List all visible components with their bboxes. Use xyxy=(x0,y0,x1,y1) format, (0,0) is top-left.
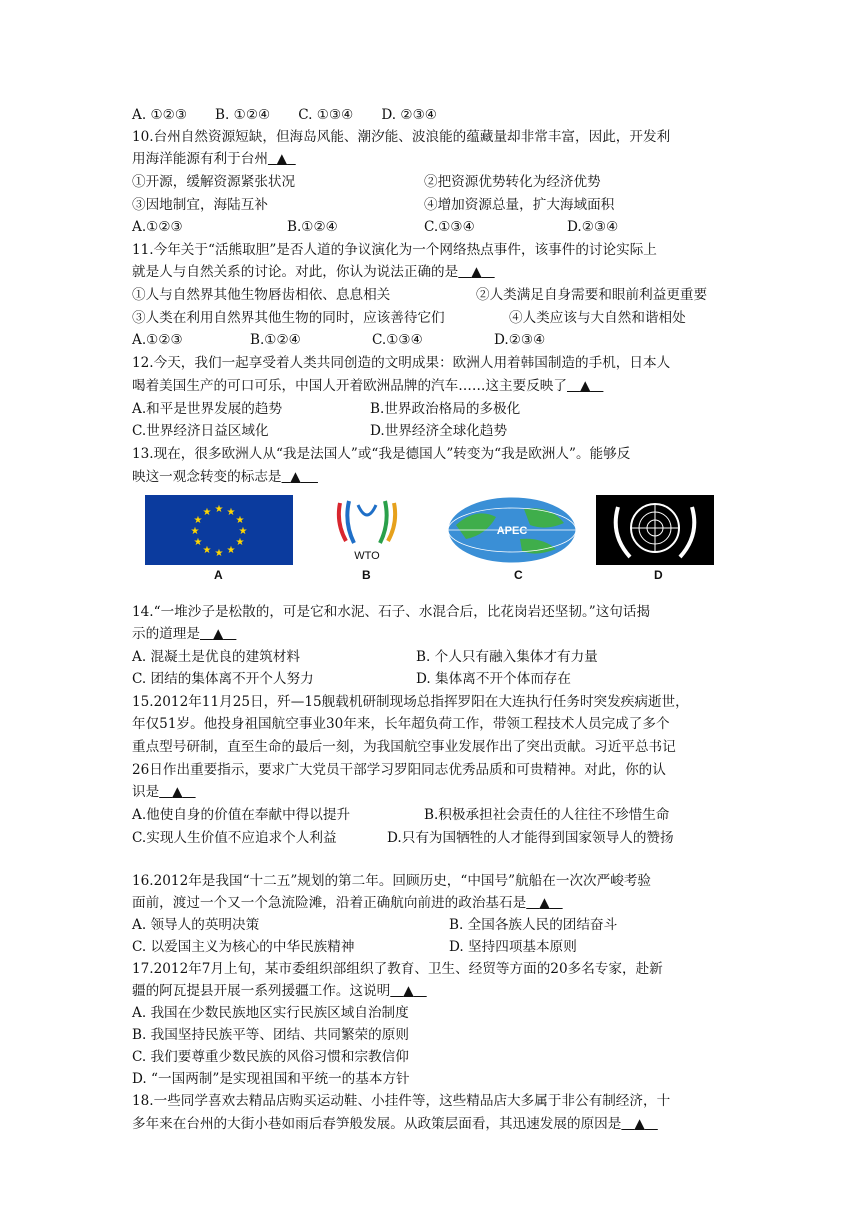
q16-option-d: D. 坚持四项基本原则 xyxy=(449,939,577,955)
q16-option-b: B. 全国各族人民的团结奋斗 xyxy=(449,917,618,933)
q9-option-b: B. ①②④ xyxy=(215,107,271,123)
wto-text: WTO xyxy=(354,550,380,562)
q17-option-d: D. “一国两制”是实现祖国和平统一的基本方针 xyxy=(132,1071,410,1087)
q17-stem-line2: 疆的阿瓦提县开展一系列援疆工作。这说明 ▲ xyxy=(132,983,414,999)
logo-label-b: B xyxy=(362,568,371,582)
q11-option-d: D.②③④ xyxy=(494,332,546,348)
svg-text:★: ★ xyxy=(193,537,203,548)
q15-stem-line5: 识是 ▲ xyxy=(132,784,183,800)
q10-statement-3: ③因地制宜，海陆互补 xyxy=(132,197,268,213)
q15-option-b: B.积极承担社会责任的人往往不珍惜生命 xyxy=(424,807,670,823)
answer-blank: ▲ xyxy=(539,895,550,911)
svg-text:★: ★ xyxy=(226,507,236,518)
q15-option-c: C.实现人生价值不应追求个人利益 xyxy=(132,830,337,846)
q10-statement-2: ②把资源优势转化为经济优势 xyxy=(424,174,601,190)
q16-option-a: A. 领导人的英明决策 xyxy=(132,917,260,933)
q12-option-d: D.世界经济全球化趋势 xyxy=(370,423,508,439)
svg-text:★: ★ xyxy=(235,537,245,548)
q14-stem-line1: 14.“一堆沙子是松散的，可是它和水泥、石子、水混合后，比花岗岩还坚韧。”这句话揭 xyxy=(132,604,651,620)
q11-statement-1: ①人与自然界其他生物唇齿相依、息息相关 xyxy=(132,287,391,303)
q14-stem-line2: 示的道理是 ▲ xyxy=(132,626,224,642)
answer-blank: ▲ xyxy=(579,378,591,394)
un-emblem xyxy=(596,495,714,565)
q14-option-c: C. 团结的集体离不开个人努力 xyxy=(132,671,314,687)
q10-statement-4: ④增加资源总量，扩大海域面积 xyxy=(424,197,615,213)
q12-option-c: C.世界经济日益区域化 xyxy=(132,423,269,439)
q17-option-b: B. 我国坚持民族平等、团结、共同繁荣的原则 xyxy=(132,1027,409,1043)
q11-option-b: B.①②④ xyxy=(250,332,301,348)
q11-statement-3: ③人类在利用自然界其他生物的同时，应该善待它们 xyxy=(132,310,445,326)
q11-stem-line1: 11.今年关于“活熊取胆”是否人道的争议演化为一个网络热点事件，该事件的讨论实际上 xyxy=(132,242,657,258)
q10-stem-line1: 10.台州自然资源短缺，但海岛风能、潮汐能、波浪能的蕴藏量却非常丰富，因此，开发利 xyxy=(132,129,671,145)
answer-blank: ▲ xyxy=(471,264,482,280)
q9-option-c: C. ①③④ xyxy=(298,107,354,123)
answer-blank: ▲ xyxy=(634,1116,645,1132)
q11-statement-4: ④人类应该与大自然和谐相处 xyxy=(509,310,686,326)
q15-stem-line3: 重点型号研制，直至生命的最后一刻，为我国航空事业发展作出了突出贡献。习近平总书记 xyxy=(132,739,676,755)
q12-stem-line2: 喝着美国生产的可口可乐，中国人开着欧洲品牌的汽车……这主要反映了 ▲ xyxy=(132,378,591,394)
svg-text:★: ★ xyxy=(214,504,224,515)
svg-text:★: ★ xyxy=(190,526,200,537)
q9-option-a: A. ①②③ xyxy=(132,107,188,123)
answer-blank: ▲ xyxy=(212,626,224,642)
wto-logo xyxy=(322,495,412,565)
answer-blank: ▲ xyxy=(403,983,414,999)
q10-stem-line2: 用海洋能源有利于台州 ▲ xyxy=(132,151,288,167)
q10-option-b: B.①②④ xyxy=(287,219,338,235)
q18-stem-line1: 18.一些同学喜欢去精品店购买运动鞋、小挂件等，这些精品店大多属于非公有制经济，十 xyxy=(132,1093,671,1109)
q10-statement-1: ①开源，缓解资源紧张状况 xyxy=(132,174,296,190)
q17-option-a: A. 我国在少数民族地区实行民族区域自治制度 xyxy=(132,1005,409,1021)
answer-blank: ▲ xyxy=(290,469,301,485)
q15-stem-line1: 15.2012年11月25日，歼—15舰载机研制现场总指挥罗阳在大连执行任务时突发疾病逝世， xyxy=(132,694,689,710)
logo-label-a: A xyxy=(214,568,223,582)
q16-stem-line1: 16.2012年是我国“十二五”规划的第二年。回顾历史，“中国号”航船在一次次严峻考验 xyxy=(132,873,652,889)
q10-option-c: C.①③④ xyxy=(424,219,475,235)
answer-blank: ▲ xyxy=(172,784,183,800)
logo-label-d: D xyxy=(654,568,663,582)
q17-stem-line1: 17.2012年7月上旬，某市委组织部组织了教育、卫生、经贸等方面的20多名专家，赴新 xyxy=(132,961,663,977)
q10-option-a: A.①②③ xyxy=(132,219,183,235)
svg-text:★: ★ xyxy=(202,545,212,556)
q16-stem-line2: 面前，渡过一个又一个急流险滩，沿着正确航向前进的政治基石是 ▲ xyxy=(132,895,550,911)
answer-blank: ▲ xyxy=(276,151,288,167)
logo-label-c: C xyxy=(514,568,523,582)
q14-option-a: A. 混凝土是优良的建筑材料 xyxy=(132,649,300,665)
svg-text:★: ★ xyxy=(202,507,212,518)
apec-logo xyxy=(446,495,578,565)
q15-option-d: D.只有为国牺牲的人才能得到国家领导人的赞扬 xyxy=(387,830,674,846)
q12-stem-line1: 12.今天，我们一起享受着人类共同创造的文明成果：欧洲人用着韩国制造的手机，日本人 xyxy=(132,355,671,371)
q11-statement-2: ②人类满足自身需要和眼前利益更重要 xyxy=(476,287,708,303)
q11-option-c: C.①③④ xyxy=(372,332,423,348)
eu-flag-image xyxy=(145,495,293,565)
q15-option-a: A.他使自身的价值在奉献中得以提升 xyxy=(132,807,351,823)
q12-option-a: A.和平是世界发展的趋势 xyxy=(132,401,283,417)
apec-text: APEC xyxy=(496,525,528,537)
q13-stem-line2: 映这一观念转变的标志是 ▲ xyxy=(132,469,301,485)
q15-stem-line2: 年仅51岁。他投身祖国航空事业30年来，长年超负荷工作，带领工程技术人员完成了多个 xyxy=(132,716,670,732)
q10-option-d: D.②③④ xyxy=(567,219,619,235)
q16-option-c: C. 以爱国主义为核心的中华民族精神 xyxy=(132,939,355,955)
q9-options xyxy=(132,105,437,125)
svg-text:★: ★ xyxy=(193,515,203,526)
q14-option-b: B. 个人只有融入集体才有力量 xyxy=(416,649,598,665)
svg-text:★: ★ xyxy=(238,526,248,537)
q17-option-c: C. 我们要尊重少数民族的风俗习惯和宗教信仰 xyxy=(132,1049,409,1065)
q18-stem-line2: 多年来在台州的大街小巷如雨后春笋般发展。从政策层面看，其迅速发展的原因是 ▲ xyxy=(132,1116,645,1132)
q13-stem-line1: 13.现在，很多欧洲人从“我是法国人”或“我是德国人”转变为“我是欧洲人”。能够反 xyxy=(132,446,631,462)
svg-text:★: ★ xyxy=(235,515,245,526)
svg-text:★: ★ xyxy=(214,548,224,559)
q15-stem-line4: 26日作出重要指示，要求广大党员干部学习罗阳同志优秀品质和可贵精神。对此，你的认 xyxy=(132,762,666,778)
svg-text:★: ★ xyxy=(226,545,236,556)
q9-option-d: D. ②③④ xyxy=(381,107,437,123)
q11-option-a: A.①②③ xyxy=(132,332,183,348)
q12-option-b: B.世界政治格局的多极化 xyxy=(370,401,521,417)
q14-option-d: D. 集体离不开个体而存在 xyxy=(416,671,571,687)
q11-stem-line2: 就是人与自然关系的讨论。对此，你认为说法正确的是 ▲ xyxy=(132,264,482,280)
